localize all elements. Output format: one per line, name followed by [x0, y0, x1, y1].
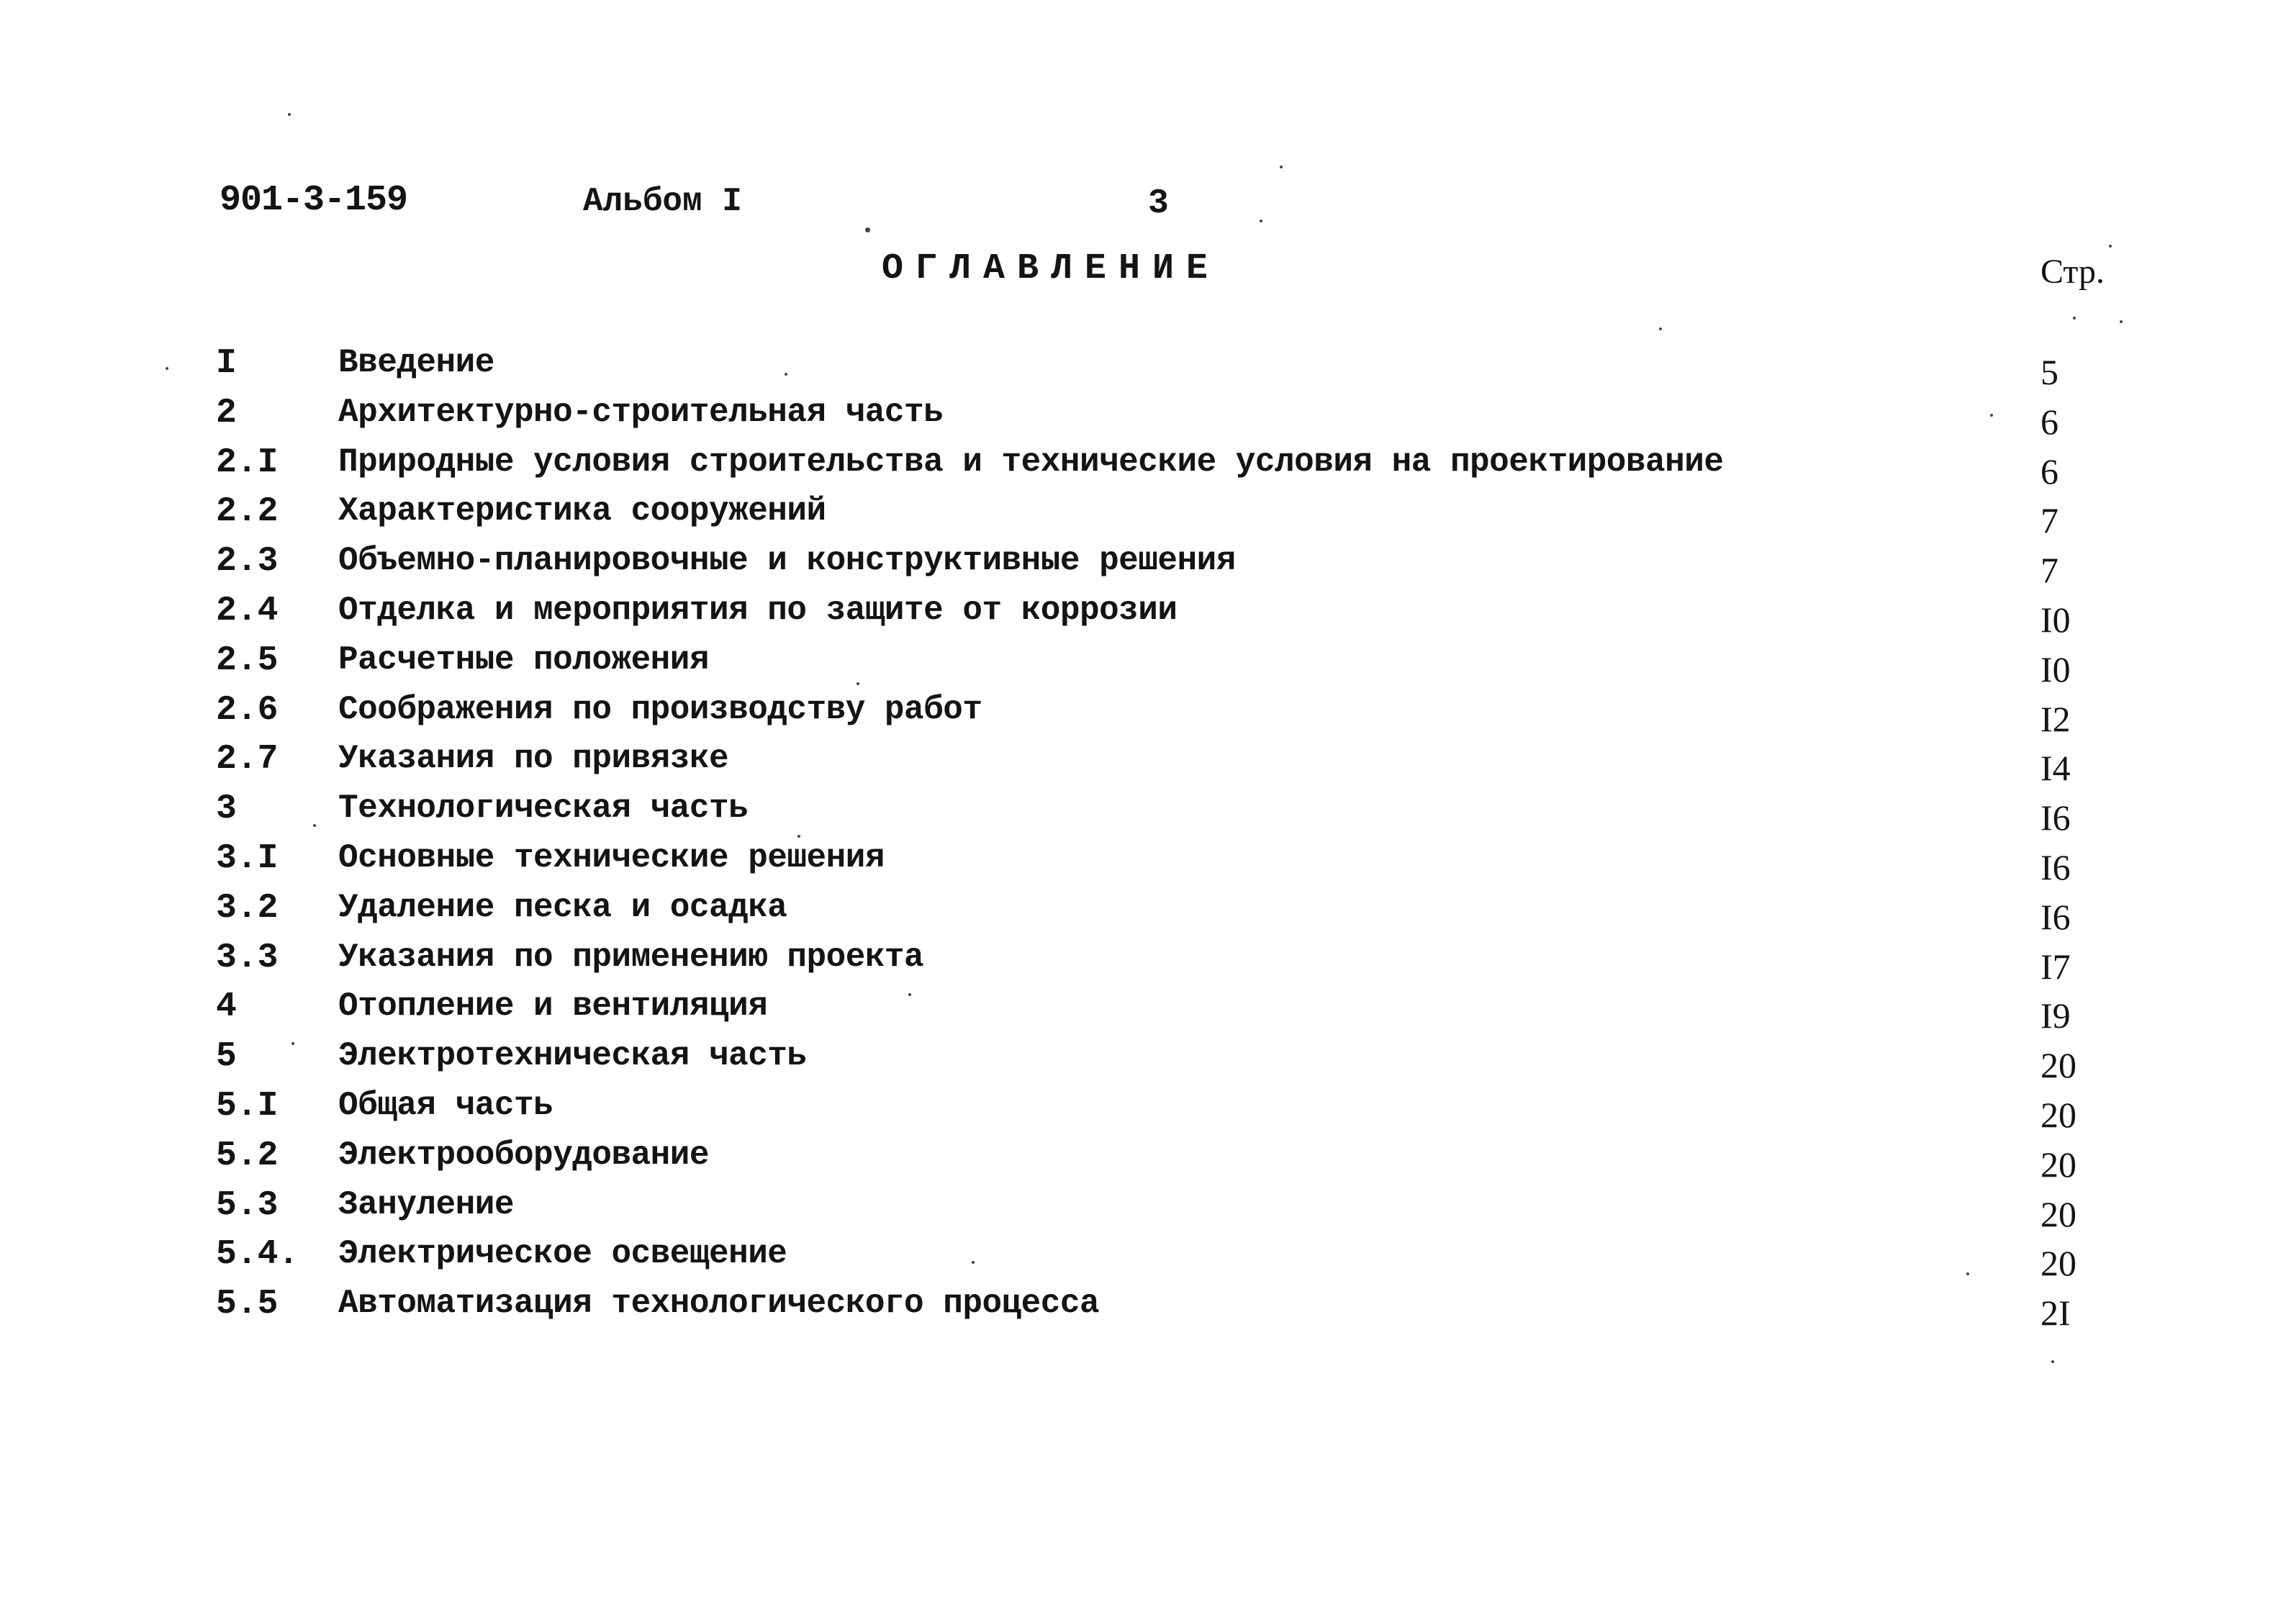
toc-entry [0, 1186, 2296, 1236]
toc-entry-title: Указания по применению проекта [338, 938, 924, 976]
toc-entry-page: 20 [2040, 1045, 2076, 1086]
toc-entry [0, 938, 2296, 988]
toc-entry-page: 7 [2040, 500, 2058, 541]
toc-entry-page: I9 [2040, 995, 2071, 1036]
toc-entry [0, 344, 2296, 394]
toc-entry [0, 1235, 2296, 1285]
scan-speck [1659, 327, 1662, 330]
scan-speck [288, 113, 291, 116]
toc-entry-page: 6 [2040, 451, 2058, 492]
toc-entry-title: Соображения по производству работ [338, 690, 982, 728]
toc-entry-number: 2.6 [216, 690, 279, 730]
toc-title: ОГЛАВЛЕНИЕ [882, 248, 1221, 289]
scan-speck [857, 682, 859, 685]
toc-entry-number: 4 [216, 987, 237, 1027]
toc-entry-page: I2 [2040, 698, 2071, 739]
toc-entry [0, 1136, 2296, 1186]
toc-entry-title: Отопление и вентиляция [338, 987, 768, 1026]
toc-entry-number: 3.3 [216, 938, 279, 977]
toc-entry [0, 592, 2296, 641]
toc-entry [0, 1087, 2296, 1136]
toc-entry-title: Общая часть [338, 1086, 553, 1124]
toc-entry-page: 2I [2040, 1293, 2071, 1334]
toc-entry-number: 2.4 [216, 591, 279, 630]
toc-entry [0, 839, 2296, 889]
toc-entry-page: I6 [2040, 797, 2071, 838]
toc-entry-page: 20 [2040, 1144, 2076, 1185]
toc-entry-page: 20 [2040, 1193, 2076, 1234]
toc-entry-title: Зануление [338, 1185, 514, 1223]
toc-entry-title: Электрическое освещение [338, 1235, 787, 1273]
toc-entry-number: 5 [216, 1037, 237, 1077]
toc-entry-title: Электрооборудование [338, 1136, 709, 1174]
toc-entry [0, 443, 2296, 493]
toc-entry-number: 5.3 [216, 1185, 279, 1225]
scan-speck [166, 367, 168, 370]
scan-speck [1990, 414, 1993, 417]
toc-entry-number: 2.5 [216, 641, 279, 680]
toc-entry-title: Характеристика сооружений [338, 492, 826, 530]
toc-entry-number: 3 [216, 790, 237, 829]
scan-speck [2051, 1360, 2054, 1363]
toc-entry-title: Расчетные положения [338, 641, 709, 679]
toc-entry-number: 2 [216, 393, 237, 433]
toc-entry-number: 5.5 [216, 1285, 279, 1324]
toc-entry-number: 5.4. [216, 1235, 299, 1275]
toc-entry [0, 691, 2296, 741]
scan-speck [2109, 245, 2112, 248]
scan-speck [1966, 1272, 1969, 1275]
toc-entry-title: Электротехническая часть [338, 1037, 807, 1075]
toc-entry-page: I6 [2040, 896, 2071, 937]
toc-entry-title: Указания по привязке [338, 740, 729, 778]
toc-entry [0, 1037, 2296, 1087]
toc-entry-number: 2.3 [216, 542, 279, 582]
toc-entry-title: Технологическая часть [338, 790, 749, 828]
toc-entry-number: 2.7 [216, 740, 279, 779]
toc-entry-title: Природные условия строительства и технические условия на проектирование [338, 443, 1724, 481]
toc-entry [0, 987, 2296, 1037]
toc-entry-title: Объемно-планировочные и конструктивные решения [338, 542, 1236, 580]
document-code: 901-3-159 [220, 180, 408, 221]
toc-entry-number: 2.I [216, 443, 279, 482]
toc-entry [0, 641, 2296, 691]
scan-speck [313, 824, 316, 827]
toc-entry-page: I6 [2040, 846, 2071, 887]
toc-entry [0, 740, 2296, 790]
scan-speck [785, 373, 787, 376]
toc-entry [0, 1285, 2296, 1334]
scan-speck [908, 993, 911, 996]
toc-entry-page: I0 [2040, 599, 2071, 640]
toc-entry-number: 5.I [216, 1086, 279, 1126]
page-number: 3 [1148, 184, 1169, 223]
toc-entry [0, 790, 2296, 839]
toc-entry-page: 6 [2040, 401, 2058, 442]
toc-entry-number: 2.2 [216, 492, 279, 532]
scan-speck [972, 1261, 975, 1264]
toc-list [0, 344, 2296, 1334]
toc-entry-page: 20 [2040, 1243, 2076, 1284]
toc-entry-page: 5 [2040, 352, 2058, 392]
toc-entry-number: 3.2 [216, 888, 279, 928]
toc-entry-number: 3.I [216, 838, 279, 878]
page-header [0, 180, 2296, 238]
toc-entry-number: I [216, 344, 237, 383]
scan-speck [1280, 166, 1283, 168]
toc-entry-title: Автоматизация технологического процесса [338, 1285, 1100, 1323]
toc-entry [0, 492, 2296, 542]
scan-speck [797, 835, 800, 838]
toc-entry [0, 394, 2296, 443]
toc-entry-title: Отделка и мероприятия по защите от коррозии [338, 591, 1178, 629]
scan-speck [2073, 317, 2076, 320]
toc-entry [0, 889, 2296, 938]
toc-entry-title: Введение [338, 344, 494, 381]
toc-entry-title: Архитектурно-строительная часть [338, 393, 944, 431]
scan-speck [1260, 220, 1262, 222]
toc-entry-number: 5.2 [216, 1136, 279, 1175]
toc-entry-title: Удаление песка и осадка [338, 888, 787, 926]
toc-entry-page: I4 [2040, 748, 2071, 789]
scan-speck [2120, 320, 2123, 323]
toc-entry-title: Основные технические решения [338, 838, 885, 877]
toc-entry-page: I7 [2040, 946, 2071, 987]
album-label: Альбом I [583, 183, 742, 220]
toc-entry-page: I0 [2040, 648, 2071, 689]
scan-speck [291, 1042, 294, 1045]
scan-speck [865, 227, 870, 232]
toc-entry [0, 542, 2296, 592]
toc-entry-page: 20 [2040, 1094, 2076, 1135]
toc-entry-page: 7 [2040, 550, 2058, 591]
page-column-label: Стр. [2040, 253, 2105, 291]
